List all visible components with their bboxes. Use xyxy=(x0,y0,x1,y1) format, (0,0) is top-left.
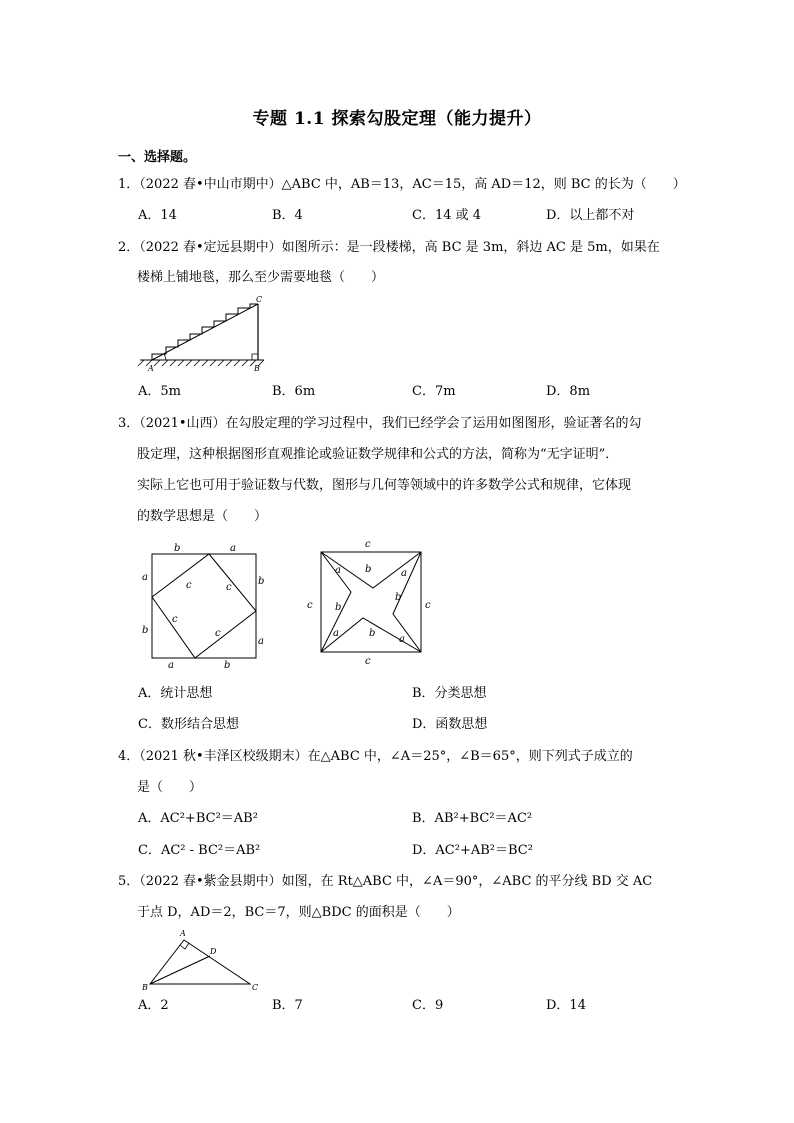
q4-stem-line2: 是（ ） xyxy=(137,780,203,795)
fig3b-label-b2: b xyxy=(395,592,402,603)
fig3b-label-b1: b xyxy=(365,564,372,575)
q3-option-b[interactable]: B．分类思想 xyxy=(412,686,487,701)
q3-stem-line2: 股定理，这种根据图形直观推论或验证数学规律和公式的方法，简称为“无字证明”． xyxy=(137,447,619,462)
q2-stem-line2: 楼梯上铺地毯，那么至少需要地毯（ ） xyxy=(137,270,385,285)
q3-option-d[interactable]: D．函数思想 xyxy=(412,717,488,732)
q5-stem-line2: 于点 D，AD＝2，BC＝7，则△BDC 的面积是（ ） xyxy=(137,905,460,920)
fig5-label-c: C xyxy=(252,983,259,992)
fig3b-label-c-bottom: c xyxy=(365,656,371,667)
fig3a-label-a-top: a xyxy=(230,543,236,554)
fig3b-label-b4: b xyxy=(369,628,376,639)
q3-stem-line3: 实际上它也可用于验证数与代数，图形与几何等领域中的许多数学公式和规律，它体现 xyxy=(137,478,632,493)
fig2-label-a: A xyxy=(148,364,154,373)
fig3b-label-c-left: c xyxy=(307,600,313,611)
fig2-label-b: B xyxy=(254,364,260,373)
q1-option-d[interactable]: D．以上都不对 xyxy=(546,208,635,223)
q4-option-a[interactable]: A．AC²+BC²＝AB² xyxy=(138,811,258,826)
fig3b-label-b3: b xyxy=(335,602,342,613)
q2-option-b[interactable]: B．6m xyxy=(272,384,316,399)
fig2-label-c: C xyxy=(256,295,263,304)
q2-stem-line1: 2．（2022 春•定远县期中）如图所示：是一段楼梯，高 BC 是 3m，斜边 AC 是 5m，如果在 xyxy=(118,240,660,255)
q1-stem: 1．（2022 春•中山市期中）△ABC 中，AB＝13，AC＝15，高 AD＝12，则 BC 的长为（ ） xyxy=(118,177,686,192)
q2-option-c[interactable]: C．7m xyxy=(412,384,456,399)
q5-stem-line1: 5．（2022 春•紫金县期中）如图，在 Rt△ABC 中，∠A＝90°，∠ABC 的平分线 BD 交 AC xyxy=(118,874,653,889)
q1-option-b[interactable]: B．4 xyxy=(272,208,303,223)
page-title: 专题 1.1 探索勾股定理（能力提升） xyxy=(252,109,542,129)
fig3b-label-c-right: c xyxy=(425,600,431,611)
q3-stem-line1: 3．（2021•山西）在勾股定理的学习过程中，我们已经学会了运用如图图形，验证著名的勾 xyxy=(118,416,642,431)
pythagorean-figure-2 xyxy=(305,536,435,666)
q5-option-a[interactable]: A．2 xyxy=(138,998,169,1013)
fig3a-label-a-right: a xyxy=(258,636,264,647)
fig3a-label-b-right: b xyxy=(258,576,265,587)
fig3b-label-a4: a xyxy=(399,634,405,645)
fig3b-label-a1: a xyxy=(335,565,341,576)
section-heading: 一、选择题。 xyxy=(118,150,197,165)
q5-option-c[interactable]: C．9 xyxy=(412,998,444,1013)
q2-option-d[interactable]: D．8m xyxy=(546,384,591,399)
fig3a-label-b-left: b xyxy=(142,625,149,636)
fig3a-label-c4: c xyxy=(215,628,221,639)
fig3a-label-b-bottom: b xyxy=(224,660,231,671)
pythagorean-figure-1 xyxy=(138,540,268,670)
fig5-label-b: B xyxy=(142,983,148,992)
q4-option-c[interactable]: C．AC² - BC²＝AB² xyxy=(138,843,261,858)
q2-option-a[interactable]: A．5m xyxy=(138,384,181,399)
triangle-bisector-figure xyxy=(138,922,268,994)
q5-option-d[interactable]: D．14 xyxy=(546,998,586,1013)
q4-stem-line1: 4．（2021 秋•丰泽区校级期末）在△ABC 中，∠A＝25°，∠B＝65°，则下列式子成立的 xyxy=(118,749,633,764)
q5-option-b[interactable]: B．7 xyxy=(272,998,303,1013)
q4-option-d[interactable]: D．AC²+AB²＝BC² xyxy=(412,843,533,858)
staircase-figure xyxy=(138,292,268,372)
q1-option-c[interactable]: C．14 或 4 xyxy=(412,208,482,223)
fig3a-label-a-bottom: a xyxy=(168,660,174,671)
fig3a-label-b-top: b xyxy=(174,543,181,554)
fig3a-label-c1: c xyxy=(186,580,192,591)
q3-option-a[interactable]: A．统计思想 xyxy=(138,686,213,701)
q3-stem-line4: 的数学思想是（ ） xyxy=(137,509,268,524)
fig3a-label-c3: c xyxy=(172,614,178,625)
fig3b-label-a3: a xyxy=(333,628,339,639)
fig3b-label-a2: a xyxy=(401,568,407,579)
fig3a-label-c2: c xyxy=(226,582,232,593)
q4-option-b[interactable]: B．AB²+BC²＝AC² xyxy=(412,811,533,826)
fig3b-label-c-top: c xyxy=(365,539,371,550)
q1-option-a[interactable]: A．14 xyxy=(138,208,177,223)
q3-option-c[interactable]: C．数形结合思想 xyxy=(138,717,239,732)
fig3a-label-a-left: a xyxy=(142,572,148,583)
fig5-label-d: D xyxy=(210,947,217,956)
fig5-label-a: A xyxy=(180,929,186,938)
